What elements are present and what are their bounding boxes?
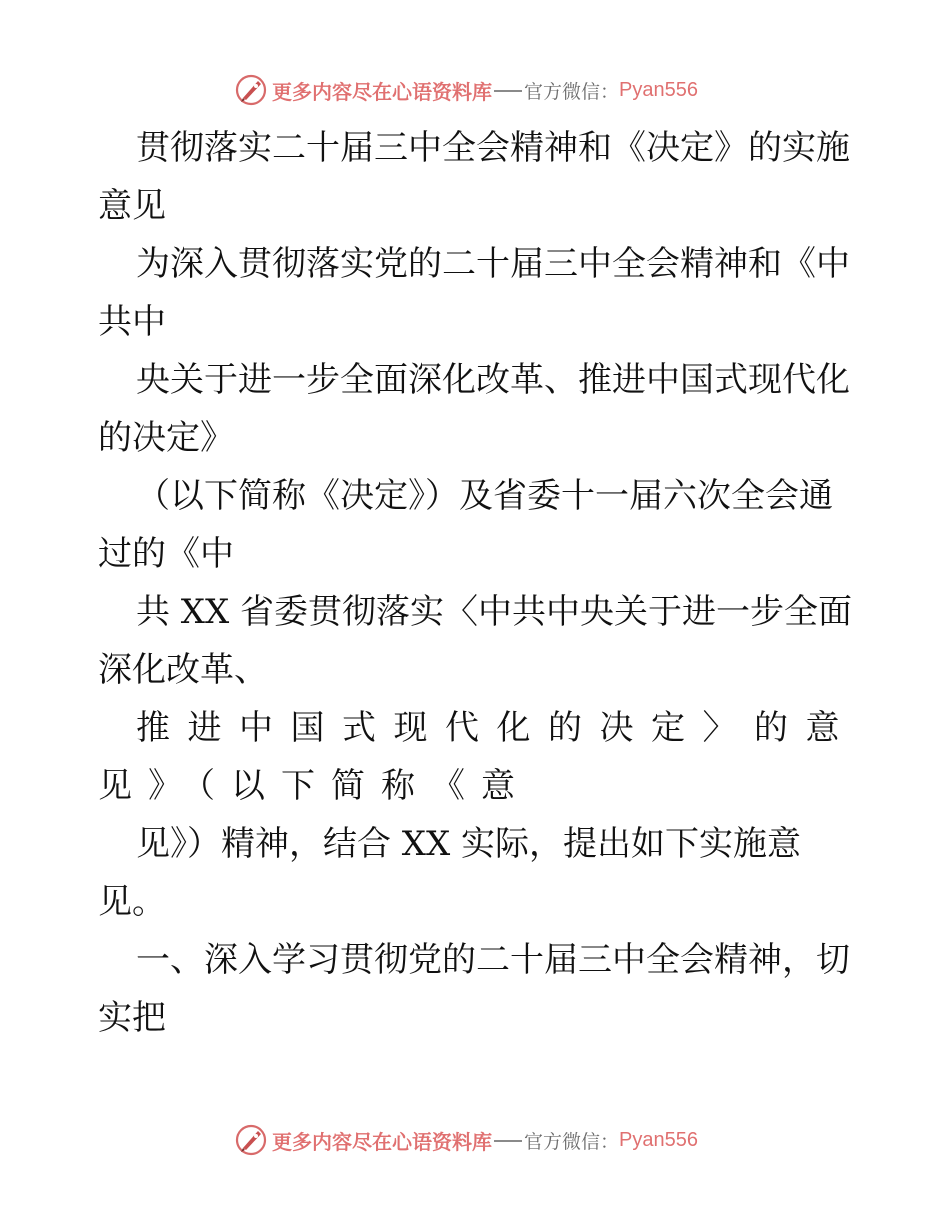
text-line: 过的《中 <box>98 534 234 574</box>
document-body <box>98 126 858 1054</box>
watermark-main-text: 更多内容尽在心语资料库 <box>272 79 492 104</box>
header-watermark <box>234 73 698 107</box>
text-line: 见。 <box>98 882 166 922</box>
text-line: 实把 <box>98 998 166 1038</box>
text-line: 深化改革、 <box>98 650 268 690</box>
watermark-contact-label: 官方微信： <box>524 80 620 103</box>
footer-watermark <box>234 1123 698 1157</box>
text-line: 贯彻落实二十届三中全会精神和《决定》的实施 <box>136 128 850 168</box>
text-line: 见》（以下简称《意 <box>98 766 531 806</box>
text-line: 共 XX 省委贯彻落实〈中共中央关于进一步全面 <box>136 592 853 632</box>
quill-pen-icon <box>234 1123 268 1157</box>
watermark-contact-id: Pyan556 <box>619 1128 698 1151</box>
watermark-contact-id: Pyan556 <box>619 78 698 101</box>
text-line: 央关于进一步全面深化改革、推进中国式现代化 <box>136 360 850 400</box>
text-line: 推进中国式现代化的决定〉的意 <box>136 708 857 748</box>
watermark-dash <box>494 90 522 92</box>
text-line: 意见 <box>98 186 166 226</box>
watermark-dash <box>494 1140 522 1142</box>
text-line: 一、深入学习贯彻党的二十届三中全会精神，切 <box>136 940 850 980</box>
watermark-contact-label: 官方微信： <box>524 1130 620 1153</box>
text-line: 共中 <box>98 302 166 342</box>
watermark-main-text: 更多内容尽在心语资料库 <box>272 1129 492 1154</box>
text-line: （以下简称《决定》）及省委十一届六次全会通 <box>136 476 833 516</box>
text-line: 为深入贯彻落实党的二十届三中全会精神和《中 <box>136 244 850 284</box>
text-line: 的决定》 <box>98 418 234 458</box>
text-line: 见》）精神，结合 XX 实际，提出如下实施意 <box>136 824 802 864</box>
quill-pen-icon <box>234 73 268 107</box>
